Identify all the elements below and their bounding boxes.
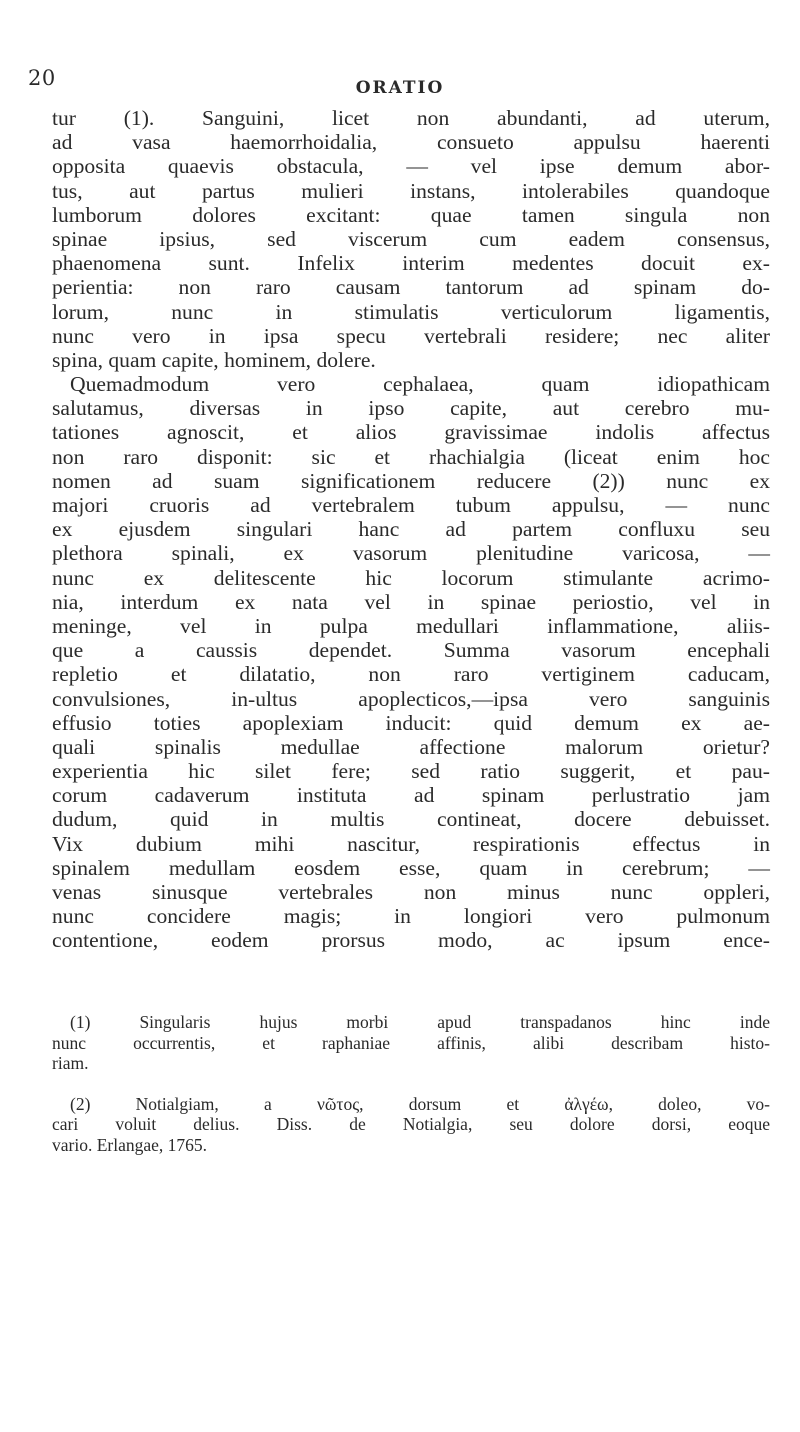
page-number: 20 — [28, 66, 56, 90]
body-line: nunc concidere magis; in longiori vero pulmonum — [52, 904, 770, 929]
body-line: majori cruoris ad vertebralem tubum appulsu, — nunc — [52, 493, 770, 517]
body-line: meninge, vel in pulpa medullari inflammatione, aliis- — [52, 613, 770, 638]
body-line: quali spinalis medullae affectione malorum orietur? — [52, 734, 770, 759]
body-line: nunc ex delitescente hic locorum stimulante acrimo- — [52, 565, 770, 590]
body-line: plethora spinali, ex vasorum plenitudine varicosa, — — [52, 541, 770, 566]
body-line: contentione, eodem prorsus modo, ac ipsum ence- — [52, 928, 770, 953]
running-head: ORATIO — [355, 78, 445, 98]
body-line: salutamus, diversas in ipso capite, aut cerebro mu- — [52, 396, 770, 421]
body-line: spinae ipsius, sed viscerum cum eadem consensus, — [52, 226, 770, 251]
body-line: tationes agnoscit, et alios gravissimae indolis affectus — [52, 420, 770, 445]
body-line: convulsiones, in-ultus apoplecticos,—ipsa vero sanguinis — [52, 686, 770, 711]
body-line: spina, quam capite, hominem, dolere. — [52, 347, 376, 372]
body-line: nomen ad suam significationem reducere (2)) nunc ex — [52, 468, 770, 493]
body-line: Quemadmodum vero cephalaea, quam idiopathicam — [70, 372, 770, 397]
footnote-line: (2) Notialgiam, a νῶτος, dorsum et ἀλγέω, doleo, vo- — [70, 1093, 770, 1114]
footnote-line: cari voluit delius. Diss. de Notialgia, seu dolore dorsi, eoque — [52, 1114, 770, 1134]
body-line: non raro disponit: sic et rhachialgia (liceat enim hoc — [52, 444, 770, 469]
body-line: effusio toties apoplexiam inducit: quid demum ex ae- — [52, 710, 770, 735]
body-line: tur (1). Sanguini, licet non abundanti, ad uterum, — [52, 106, 770, 130]
body-line: lumborum dolores excitant: quae tamen singula non — [52, 202, 770, 227]
footnote-line: nunc occurrentis, et raphaniae affinis, alibi describam histo- — [52, 1032, 770, 1053]
footnote-line: vario. Erlangae, 1765. — [52, 1134, 208, 1155]
body-line: nia, interdum ex nata vel in spinae periostio, vel in — [52, 589, 770, 614]
footnote-line: (1) Singularis hujus morbi apud transpadanos hinc inde — [70, 1012, 770, 1032]
body-line: experientia hic silet fere; sed ratio suggerit, et pau- — [52, 759, 770, 784]
body-line: spinalem medullam eosdem esse, quam in cerebrum; — — [52, 855, 770, 880]
body-line: venas sinusque vertebrales non minus nunc oppleri, — [52, 880, 770, 904]
body-line: perientia: non raro causam tantorum ad spinam do- — [52, 275, 770, 300]
body-line: lorum, nunc in stimulatis verticulorum ligamentis, — [52, 299, 770, 324]
body-line: repletio et dilatatio, non raro vertiginem caducam, — [52, 662, 770, 687]
footnote-1 — [52, 1012, 770, 1074]
body-line: tus, aut partus mulieri instans, intolerabiles quandoque — [52, 178, 770, 203]
body-line: corum cadaverum instituta ad spinam perlustratio jam — [52, 783, 770, 808]
body-text — [52, 106, 770, 953]
footnote-2 — [52, 1094, 770, 1156]
footnote-line: riam. — [52, 1053, 89, 1073]
body-line: phaenomena sunt. Infelix interim medentes docuit ex- — [52, 251, 770, 276]
body-line: que a caussis dependet. Summa vasorum encephali — [52, 638, 770, 663]
body-line: ad vasa haemorrhoidalia, consueto appulsu haerenti — [52, 130, 770, 155]
body-line: Vix dubium mihi nascitur, respirationis effectus in — [52, 831, 770, 856]
body-line: opposita quaevis obstacula, — vel ipse demum abor- — [52, 154, 770, 179]
body-line: nunc vero in ipsa specu vertebrali residere; nec aliter — [52, 323, 770, 348]
body-line: dudum, quid in multis contineat, docere debuisset. — [52, 807, 770, 832]
footnotes — [52, 1012, 770, 1175]
body-line: ex ejusdem singulari hanc ad partem confluxu seu — [52, 517, 770, 542]
